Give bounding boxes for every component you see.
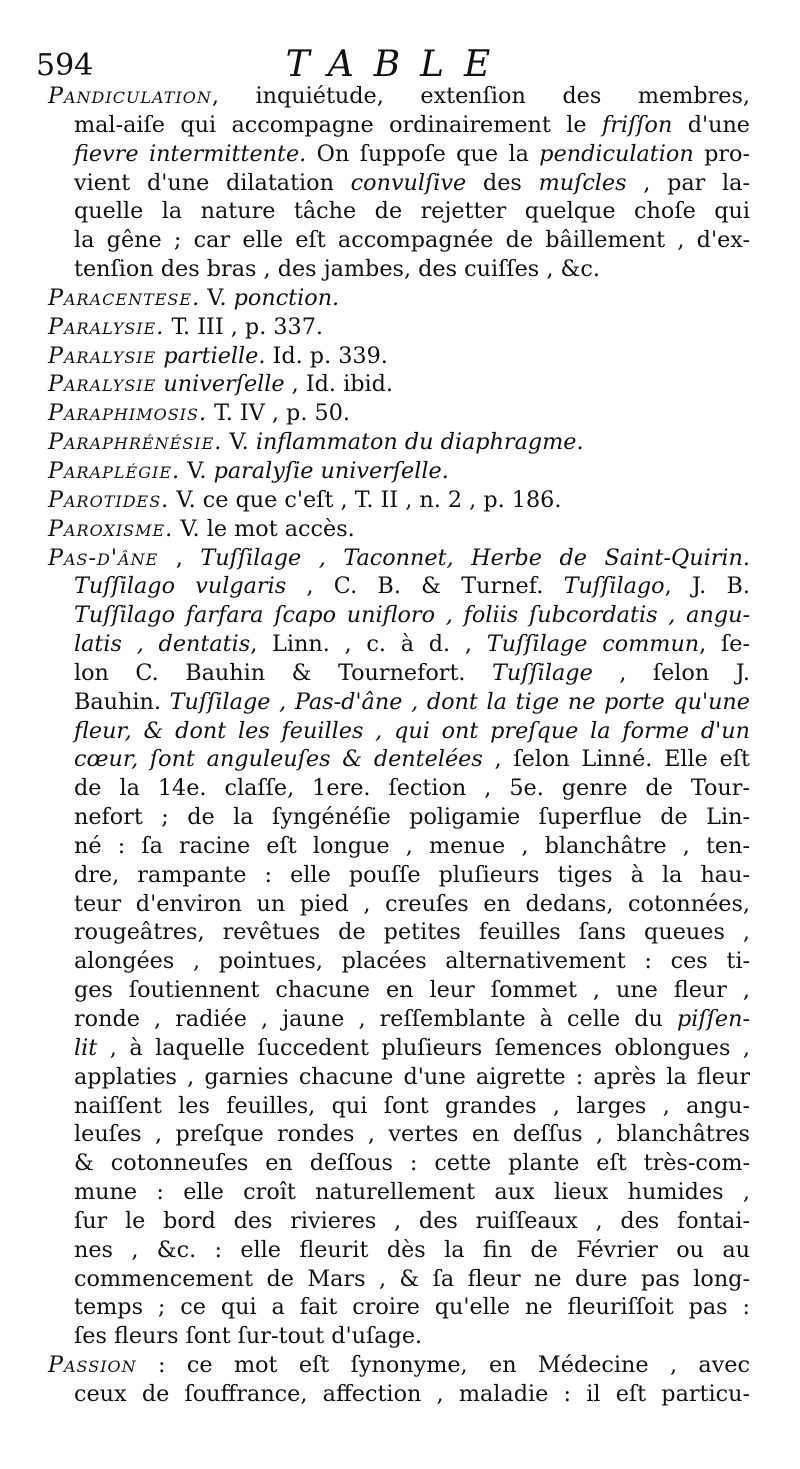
entry-paracentese — [48, 284, 750, 313]
entry-text-italic: piſſen- — [677, 1006, 750, 1032]
entry-text-italic: Tuſſilage , Pas-d'âne , dont la tige ne porte qu'une — [169, 688, 750, 715]
index-body — [48, 82, 750, 1409]
text-line: leuſes , preſque rondes , vertes en deſſus , blanchâtres — [74, 1121, 750, 1148]
entry-text: V. le mot accès. — [173, 515, 355, 542]
entry-headword: Paracentese. — [48, 284, 201, 311]
entry-headword: Paralysie — [48, 371, 157, 398]
text-line: fleur, & dont les feuilles , qui ont preſque la forme d'un — [74, 717, 750, 744]
entry-headword: Paroxisme. — [48, 515, 174, 542]
running-title: TABLE — [285, 44, 511, 85]
text-line: alongées , pointues, placées alternativement : ces ti- — [74, 948, 750, 975]
text-line: tenſion des bras , des jambes, des cuiſſes , &c. — [74, 256, 600, 283]
entry-text: V. — [222, 429, 256, 456]
entry-paraphrenesie — [48, 428, 750, 457]
entry-text-italic: Tuſſilage , Taconnet, Herbe de Saint-Quirin. — [200, 544, 751, 571]
entry-text: V. ce que c'eſt , T. II , n. 2 , p. 186. — [169, 486, 562, 513]
entry-paroxisme — [48, 515, 750, 544]
entry-paralysie — [48, 313, 750, 342]
entry-text: ronde , radiée , jaune , reſſemblante à celle du — [74, 1006, 677, 1032]
text-line: & cotonneuſes en deſſous : cette plante eſt très-com- — [74, 1150, 750, 1177]
entry-text: , ſe- — [699, 631, 750, 658]
entry-text: , J. B. — [664, 573, 751, 600]
entry-text: , Linn. , c. à d. , — [250, 631, 487, 658]
entry-text: , inquiétude, extenſion des membres, — [211, 83, 750, 109]
entry-text-italic: paralyſie univerſelle. — [213, 457, 449, 484]
text-line: naiſſent les feuilles, qui ſont grandes , larges , angu- — [74, 1092, 750, 1119]
entry-text: , ſelon Linné. Elle eſt — [482, 746, 750, 773]
entry-headword: Pandiculation — [48, 83, 212, 109]
entry-text: Id. p. 339. — [265, 342, 388, 369]
entry-text-italic: ponction. — [233, 284, 340, 311]
entry-headword: Parotides. — [48, 486, 170, 513]
entry-text: , à laquelle ſuccedent pluſieurs ſemences oblongues , — [97, 1034, 750, 1061]
entry-text-italic: univerſelle — [156, 371, 285, 398]
text-line — [48, 745, 750, 774]
entry-text: , — [158, 544, 201, 571]
text-line — [48, 140, 750, 169]
entry-headword: Passion — [48, 1352, 137, 1379]
text-line — [48, 572, 750, 601]
entry-headword: Paralysie — [48, 342, 157, 369]
text-line: ges ſoutiennent chacune en leur ſommet , une fleur , — [74, 977, 750, 1004]
page-number: 594 — [36, 48, 94, 83]
text-line: ſes fleurs ſont ſur-tout d'uſage. — [74, 1323, 423, 1350]
entry-text: mal-aiſe qui accompagne ordinairement le — [74, 111, 602, 138]
entry-text-italic: Tuſſilago — [563, 573, 665, 600]
entry-text-italic: inflammaton du diaphragme. — [255, 429, 584, 456]
entry-headword: Paralysie. — [48, 313, 165, 340]
entry-text-italic: muſcles — [538, 169, 627, 196]
entry-text: V. — [200, 284, 234, 311]
entry-text: Bauhin. — [74, 688, 170, 715]
text-line: mune : elle croît naturellement aux lieux humides , — [74, 1179, 750, 1206]
entry-text: , Id. ibid. — [284, 371, 394, 398]
text-line: dre, rampante : elle pouſſe pluſieurs tiges à la hau- — [74, 861, 750, 888]
entry-text-italic: Tuſſilage — [492, 659, 593, 686]
entry-text-italic: pendiculation — [539, 140, 694, 167]
entry-headword: Paraplégie. — [48, 457, 181, 484]
text-line: nes , &c. : elle fleurit dès la fin de Février ou au — [74, 1236, 750, 1263]
text-line: Tuſſilago farfara ſcapo unifloro , foliis ſubcordatis , angu- — [74, 602, 750, 629]
entry-text: , C. B. & Turnef. — [286, 573, 564, 600]
text-line: quelle la nature tâche de rejetter quelque choſe qui — [74, 198, 750, 225]
entry-headword: Pas-d'âne — [48, 544, 159, 571]
entry-pas-d-ane — [48, 544, 750, 1352]
entry-text-italic: latis , dentatis — [74, 631, 251, 658]
text-line: de la 14e. claſſe, 1ere. ſection , 5e. genre de Tour- — [74, 775, 750, 802]
entry-text: , ſelon J. — [592, 659, 750, 686]
text-line: temps ; ce qui a fait croire qu'elle ne fleuriſſoit pas : — [74, 1294, 750, 1321]
entry-paralysie-universelle — [48, 370, 750, 399]
text-line — [48, 688, 750, 717]
text-line — [48, 169, 750, 198]
entry-text: lon C. Bauhin & Tournefort. — [74, 659, 492, 686]
entry-headword: Paraphimosis. — [48, 400, 208, 427]
entry-text: T. III , p. 337. — [164, 313, 324, 340]
entry-text-italic: friſſon — [601, 111, 673, 138]
text-line: applaties , garnies chacune d'une aigrette : après la fleur — [74, 1063, 750, 1090]
entry-text: T. IV , p. 50. — [207, 400, 350, 427]
text-line: ceux de ſouffrance, affection , maladie : il eſt particu- — [74, 1380, 750, 1407]
entry-text-italic: convulſive — [350, 169, 467, 196]
entry-paraplegie — [48, 457, 750, 486]
entry-text-italic: partielle. — [156, 342, 266, 369]
entry-text: d'une — [672, 111, 751, 138]
entry-parotides — [48, 486, 750, 515]
entry-passion — [48, 1351, 750, 1409]
text-line — [48, 82, 750, 111]
text-line: né : ſa racine eſt longue , menue , blanchâtre , ten- — [74, 832, 750, 859]
text-line: rougeâtres, revêtues de petites feuilles ſans queues , — [74, 919, 750, 946]
entry-text: pro- — [693, 140, 750, 167]
text-line — [48, 1351, 750, 1380]
entry-text: V. — [180, 457, 214, 484]
entry-text: On ſuppoſe que la — [306, 140, 540, 167]
text-line: ſur le bord des rivieres , des ruiſſeaux , des fontai- — [74, 1207, 750, 1234]
text-line — [48, 659, 750, 688]
entry-headword: Paraphrénésie. — [48, 429, 223, 456]
entry-paraphimosis — [48, 399, 750, 428]
entry-paralysie-partielle — [48, 342, 750, 371]
text-line: nefort ; de la ſyngénéſie poligamie ſuperflue de Lin- — [74, 804, 750, 831]
entry-text: , par la- — [626, 169, 750, 196]
text-line — [48, 1005, 750, 1034]
entry-text: vient d'une dilatation — [74, 169, 351, 196]
text-line — [48, 630, 750, 659]
entry-text-italic: Tuſſilage commun — [486, 631, 700, 658]
entry-text-italic: fievre intermittente. — [74, 140, 307, 167]
entry-text-italic: cœur, ſont anguleuſes & dentelées — [74, 746, 483, 773]
text-line: la gêne ; car elle eſt accompagnée de bâillement , d'ex- — [74, 227, 750, 254]
entry-pandiculation — [48, 82, 750, 284]
text-line — [48, 544, 750, 573]
entry-text: des — [466, 169, 539, 196]
text-line — [48, 111, 750, 140]
entry-text: : ce mot eſt ſynonyme, en Médecine , avec — [136, 1352, 750, 1379]
text-line — [48, 1034, 750, 1063]
text-line: commencement de Mars , & ſa fleur ne dure pas long- — [74, 1265, 750, 1292]
entry-text-italic: Tuſſilago vulgaris — [74, 573, 287, 600]
text-line: teur d'environ un pied , creuſes en dedans, cotonnées, — [74, 890, 750, 917]
entry-text-italic: lit — [74, 1034, 98, 1061]
